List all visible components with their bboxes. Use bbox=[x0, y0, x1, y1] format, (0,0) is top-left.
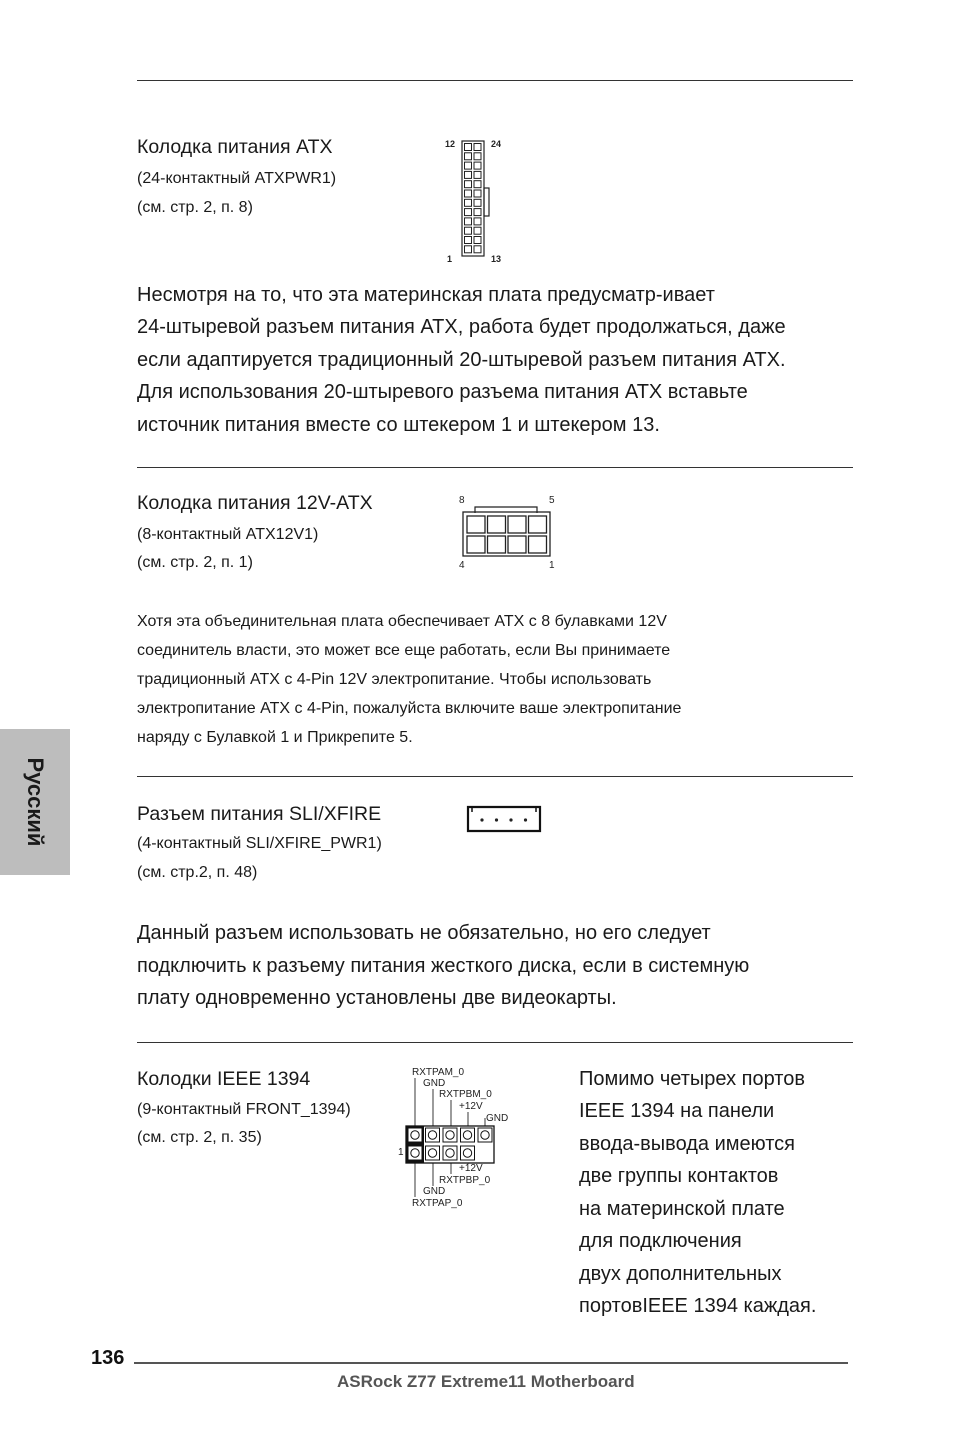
atx-subtitle: (24-контактный ATXPWR1) bbox=[137, 170, 337, 187]
atx12v-pin bbox=[508, 516, 526, 533]
atx12v-para-line: традиционный ATX с 4-Pin 12V электропитание. Чтобы использовать bbox=[137, 671, 652, 688]
atx-pin bbox=[465, 162, 472, 169]
atx-pin bbox=[465, 181, 472, 188]
page-number: 136 bbox=[91, 1347, 125, 1369]
ieee-label-rxtpap: RXTPAP_0 bbox=[412, 1198, 463, 1209]
atx12v-pin bbox=[467, 516, 485, 533]
ieee-desc-line: на материнской плате bbox=[579, 1198, 785, 1220]
atx12v-para-line: наряду с Булавкой 1 и Прикрепите 5. bbox=[137, 729, 413, 746]
atx-pin bbox=[474, 209, 481, 216]
atx-title: Колодка питания ATX bbox=[137, 136, 333, 158]
atx12v-para-line: Хотя эта объединительная плата обеспечивает ATX с 8 булавками 12V bbox=[137, 613, 667, 630]
ieee-pin bbox=[443, 1128, 457, 1142]
sli-pin bbox=[495, 818, 498, 821]
ieee1394-9pin-header-diagram bbox=[398, 1063, 526, 1218]
ieee-label-pin1: 1 bbox=[398, 1147, 404, 1158]
ieee-label-gnd-right: GND bbox=[486, 1113, 509, 1124]
atx-pin bbox=[465, 246, 472, 253]
ieee-label-rxtpbp: RXTPBP_0 bbox=[439, 1175, 491, 1186]
ieee-desc-line: для подключения bbox=[579, 1230, 742, 1252]
atx12v-title: Колодка питания 12V-ATX bbox=[137, 492, 373, 514]
atx-pin bbox=[465, 218, 472, 225]
sli-para-line: подключить к разъему питания жесткого диска, если в системную bbox=[137, 955, 750, 977]
ieee-label-12v-bottom: +12V bbox=[459, 1163, 483, 1174]
sli-4pin-connector-diagram bbox=[464, 803, 544, 835]
atx-para-line: Для использования 20-штыревого разъема питания ATX вставьте bbox=[137, 381, 748, 403]
sli-pin bbox=[524, 818, 527, 821]
atx-pin bbox=[465, 209, 472, 216]
atx12v-pin bbox=[529, 516, 547, 533]
language-tab-label: Русский bbox=[23, 757, 48, 847]
sli-page-ref: (см. стр.2, п. 48) bbox=[137, 864, 258, 881]
atx-pin bbox=[474, 153, 481, 160]
language-side-tab bbox=[0, 729, 70, 875]
ieee-pin bbox=[426, 1128, 440, 1142]
atx-para-line: 24-штыревой разъем питания ATX, работа будет продолжаться, даже bbox=[137, 316, 786, 338]
ieee-pin bbox=[426, 1146, 440, 1160]
sli-pin bbox=[509, 818, 512, 821]
top-rule bbox=[137, 80, 853, 81]
ieee-pin bbox=[443, 1146, 457, 1160]
footer-rule bbox=[134, 1362, 848, 1364]
ieee-page-ref: (см. стр. 2, п. 35) bbox=[137, 1129, 262, 1146]
atx-pin bbox=[474, 144, 481, 151]
sli-pin bbox=[480, 818, 483, 821]
atx12v-pin bbox=[488, 516, 506, 533]
sli-subtitle: (4-контактный SLI/XFIRE_PWR1) bbox=[137, 835, 382, 852]
atx-pin bbox=[474, 218, 481, 225]
atx-para-line: источник питания вместе со штекером 1 и штекером 13. bbox=[137, 414, 660, 436]
ieee-label-rxtpam: RXTPAM_0 bbox=[412, 1067, 465, 1078]
atx-pin-label-24: 24 bbox=[491, 139, 502, 149]
ieee-label-rxtpbm: RXTPBM_0 bbox=[439, 1089, 492, 1100]
atx12v-pin bbox=[488, 536, 506, 553]
ieee-label-12v-top: +12V bbox=[459, 1101, 483, 1112]
atx-pin bbox=[474, 171, 481, 178]
atx-pin bbox=[474, 199, 481, 206]
atx-24pin-connector-diagram bbox=[440, 136, 510, 266]
atx-pin bbox=[465, 227, 472, 234]
atx-para-line: Несмотря на то, что эта материнская плата предусматр-ивает bbox=[137, 284, 715, 306]
sli-title: Разъем питания SLI/XFIRE bbox=[137, 803, 382, 825]
atx-pin bbox=[465, 144, 472, 151]
ieee-subtitle: (9-контактный FRONT_1394) bbox=[137, 1101, 351, 1118]
footer-product-name: ASRock Z77 Extreme11 Motherboard bbox=[337, 1372, 635, 1391]
atx-pin bbox=[465, 171, 472, 178]
sli-para-line: Данный разъем использовать не обязательно, но его следует bbox=[137, 922, 711, 944]
ieee-desc-line: IEEE 1394 на панели bbox=[579, 1100, 775, 1122]
atx-pin bbox=[465, 190, 472, 197]
atx-pin bbox=[465, 237, 472, 244]
atx12v-para-line: электропитание ATX с 4-Pin, пожалуйста включите ваше электропитание bbox=[137, 700, 682, 717]
atx12v-para-line: соединитель власти, это может все еще работать, если Вы принимаете bbox=[137, 642, 671, 659]
atx-pin-label-12: 12 bbox=[445, 139, 456, 149]
ieee-desc-line: двух дополнительных bbox=[579, 1263, 782, 1285]
atx12v-pin-label-4: 4 bbox=[459, 560, 465, 571]
ieee-pin bbox=[478, 1128, 492, 1142]
atx12v-8pin-connector-diagram bbox=[455, 490, 565, 572]
atx-pin bbox=[474, 162, 481, 169]
ieee-pin bbox=[461, 1128, 475, 1142]
section-divider bbox=[137, 776, 853, 777]
atx-pin bbox=[465, 153, 472, 160]
ieee-desc-line: две группы контактов bbox=[579, 1165, 779, 1187]
atx-pin bbox=[474, 181, 481, 188]
atx-pin bbox=[474, 227, 481, 234]
atx-pin-label-1: 1 bbox=[447, 254, 453, 264]
section-divider bbox=[137, 467, 853, 468]
atx12v-page-ref: (см. стр. 2, п. 1) bbox=[137, 554, 253, 571]
atx-pin bbox=[465, 199, 472, 206]
atx-pin-label-13: 13 bbox=[491, 254, 502, 264]
section-divider bbox=[137, 1042, 853, 1043]
atx12v-pin-label-5: 5 bbox=[549, 495, 555, 506]
ieee-label-gnd-top: GND bbox=[423, 1078, 446, 1089]
ieee-pin bbox=[461, 1146, 475, 1160]
sli-para-line: плату одновременно установлены две видеокарты. bbox=[137, 987, 617, 1009]
atx-pin bbox=[474, 237, 481, 244]
atx12v-pin-label-1: 1 bbox=[549, 560, 555, 571]
ieee-label-gnd-bottom: GND bbox=[423, 1186, 446, 1197]
atx12v-pin bbox=[467, 536, 485, 553]
atx-pin bbox=[474, 246, 481, 253]
atx12v-pin bbox=[529, 536, 547, 553]
atx-page-ref: (см. стр. 2, п. 8) bbox=[137, 199, 253, 216]
atx12v-pin bbox=[508, 536, 526, 553]
ieee-title: Колодки IEEE 1394 bbox=[137, 1068, 311, 1090]
atx12v-pin-label-8: 8 bbox=[459, 495, 465, 506]
ieee-desc-line: ввода-вывода имеются bbox=[579, 1133, 795, 1155]
ieee-pin bbox=[408, 1128, 422, 1142]
ieee-desc-line: портовIEEE 1394 каждая. bbox=[579, 1295, 817, 1317]
atx12v-subtitle: (8-контактный ATX12V1) bbox=[137, 526, 319, 543]
atx-para-line: если адаптируется традиционный 20-штыревой разъем питания ATX. bbox=[137, 349, 786, 371]
ieee-desc-line: Помимо четырех портов bbox=[579, 1068, 805, 1090]
atx-pin bbox=[474, 190, 481, 197]
ieee-pin bbox=[408, 1146, 422, 1160]
